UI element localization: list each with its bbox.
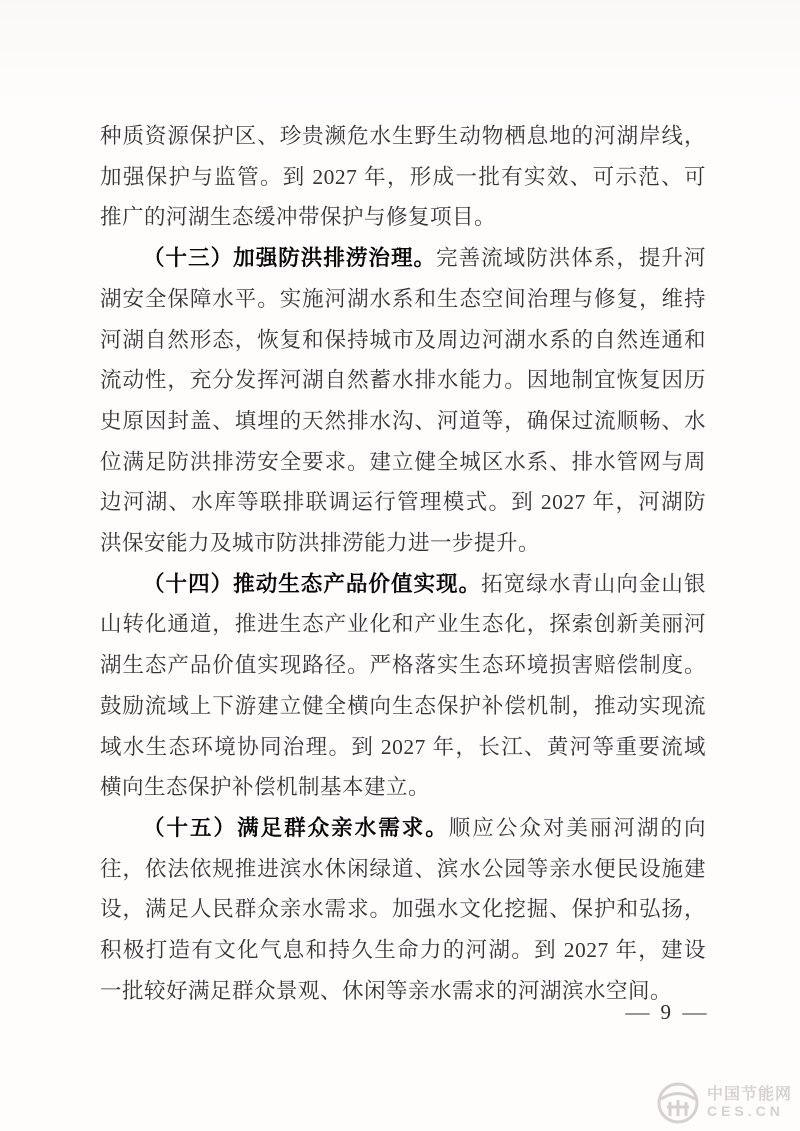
footer-dash-left: — bbox=[624, 1000, 651, 1024]
watermark-domain: CES.CN bbox=[706, 1103, 784, 1120]
watermark bbox=[653, 1080, 792, 1126]
paragraph-item-15 bbox=[100, 808, 706, 1012]
page-footer bbox=[0, 1000, 706, 1025]
watermark-site-name: 中国节能网 bbox=[706, 1086, 792, 1104]
footer-dash-right: — bbox=[682, 1000, 708, 1024]
paragraph-heading: （十五）满足群众亲水需求。 bbox=[143, 815, 449, 840]
document-body bbox=[100, 116, 706, 1011]
paragraph-text: 完善流域防洪体系，提升河湖安全保障水平。实施河湖水系和生态空间治理与修复，维持河湖自然形态，恢复和保持城市及周边河湖水系的自然连通和流动性，充分发挥河湖自然蓄水排水能力。因地制宜恢复因历史原因封盖、填埋的天然排水沟、河道等，确保过流顺畅、水位满足防洪排涝安全要求。建立健全城区水系、排水管网与周边河湖、水库等联排联调运行管理模式。到 2027 年，河湖防洪保安能力及城市防洪排涝能力进一步提升。 bbox=[100, 246, 706, 556]
paragraph-heading: （十四）推动生态产品价值实现。 bbox=[143, 571, 482, 596]
watermark-text bbox=[707, 1087, 792, 1118]
page-number: 9 bbox=[660, 1000, 672, 1024]
ces-logo-icon bbox=[653, 1080, 703, 1126]
paragraph-text: 拓宽绿水青山向金山银山转化通道，推进生态产业化和产业生态化，探索创新美丽河湖生态产品价值实现路径。严格落实生态环境损害赔偿制度。鼓励流域上下游建立健全横向生态保护补偿机制，推动实现流域水生态环境协同治理。到 2027 年，长江、黄河等重要流域横向生态保护补偿机制基本建立。 bbox=[100, 571, 706, 800]
paragraph-text: 种质资源保护区、珍贵濒危水生野生动物栖息地的河湖岸线，加强保护与监管。到 2027 年，形成一批有实效、可示范、可推广的河湖生态缓冲带保护与修复项目。 bbox=[100, 124, 706, 230]
paragraph-item-14 bbox=[100, 564, 706, 808]
paragraph-item-13 bbox=[100, 238, 706, 564]
paragraph-heading: （十三）加强防洪排涝治理。 bbox=[143, 246, 437, 271]
paragraph-continuation bbox=[100, 116, 706, 238]
paragraph-text: 顺应公众对美丽河湖的向往，依法依规推进滨水休闲绿道、滨水公园等亲水便民设施建设，满足人民群众亲水需求。加强水文化挖掘、保护和弘扬，积极打造有文化气息和持久生命力的河湖。到 2027 年，建设一批较好满足群众景观、休闲等亲水需求的河湖滨水空间。 bbox=[100, 815, 706, 1003]
